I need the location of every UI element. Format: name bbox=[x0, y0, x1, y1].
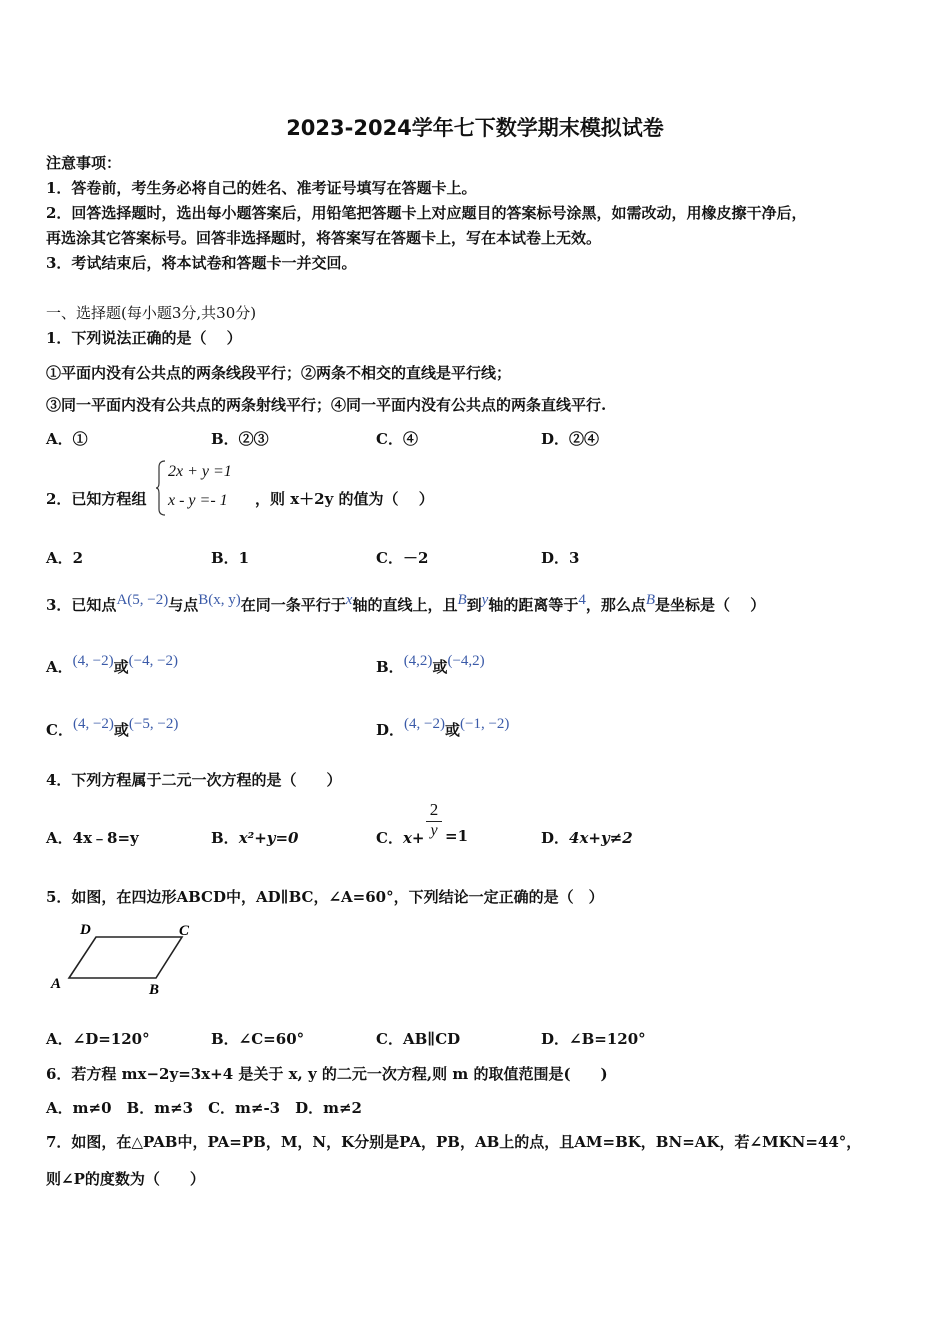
q3-a-label: A． bbox=[46, 658, 73, 676]
q2-suffix: ，则 x＋2y 的值为（ ） bbox=[255, 490, 434, 508]
q1-option-b: B．②③ bbox=[211, 430, 269, 448]
vertex-a-label: A bbox=[51, 976, 62, 992]
q4-a-label: A． bbox=[46, 829, 73, 847]
q2-equation-system bbox=[155, 459, 250, 519]
q4-c-denominator: y bbox=[430, 822, 438, 839]
q3-d-coord-1: (4, −2) bbox=[404, 716, 445, 732]
y-symbol: y bbox=[481, 592, 489, 608]
q1-option-c: C．④ bbox=[376, 430, 418, 448]
q2-option-d: D．3 bbox=[541, 549, 580, 567]
quadrilateral-figure bbox=[44, 915, 204, 1000]
b-symbol: B bbox=[457, 592, 467, 608]
q3-c-coord-1: (4, −2) bbox=[72, 716, 114, 732]
q4-b-label: B． bbox=[211, 829, 239, 847]
vertex-c-label: C bbox=[179, 923, 190, 939]
x-symbol: x bbox=[345, 592, 353, 608]
q3-b-or: 或 bbox=[432, 658, 448, 676]
q6-options: A．m≠0 B．m≠3 C．m≠-3 D．m≠2 bbox=[46, 1099, 362, 1117]
q4-c-post: =1 bbox=[445, 827, 469, 845]
b-symbol-2: B bbox=[645, 592, 656, 608]
q3-a-coord-2: (−4, −2) bbox=[128, 653, 179, 669]
q3-text-4: 轴的直线上，且 bbox=[352, 596, 458, 614]
q3-a-or: 或 bbox=[113, 658, 129, 676]
q3-b-coord-2: (−4,2) bbox=[447, 653, 485, 669]
q3-c-or: 或 bbox=[113, 721, 129, 739]
q1-statement-1: ①平面内没有公共点的两条线段平行；②两条不相交的直线是平行线； bbox=[46, 364, 512, 382]
note-2b: 再选涂其它答案标号。回答非选择题时，将答案写在答题卡上，写在本试卷上无效。 bbox=[46, 229, 602, 247]
q2-option-b: B．1 bbox=[211, 549, 250, 567]
vertex-d-label: D bbox=[80, 922, 91, 938]
q4-b-expr: x²+y=0 bbox=[238, 829, 299, 847]
q4-c-pre: x+ bbox=[402, 829, 425, 847]
q1-stem: 1．下列说法正确的是（ ） bbox=[46, 329, 242, 347]
q5-option-d: D．∠B=120° bbox=[541, 1030, 646, 1048]
q3-stem bbox=[46, 594, 765, 615]
q1-option-d: D．②④ bbox=[541, 430, 600, 448]
page-title: 2023-2024学年七下数学期末模拟试卷 bbox=[286, 116, 664, 140]
q4-option-b bbox=[211, 827, 299, 848]
q4-option-d bbox=[541, 827, 633, 848]
q3-c-label: C． bbox=[46, 721, 73, 739]
q4-c-label: C． bbox=[376, 829, 403, 847]
q4-c-numerator: 2 bbox=[429, 800, 439, 819]
four-symbol: 4 bbox=[578, 592, 586, 608]
point-b-coords: B(x, y) bbox=[198, 592, 241, 608]
point-a-coords: A(5, −2) bbox=[116, 592, 169, 608]
q5-option-b: B．∠C=60° bbox=[211, 1030, 305, 1048]
q3-option-b bbox=[376, 653, 485, 677]
q5-option-a: A．∠D=120° bbox=[46, 1030, 150, 1048]
q4-a-expr: 4x﹣8=y bbox=[72, 829, 139, 847]
q1-statement-2: ③同一平面内没有公共点的两条射线平行；④同一平面内没有公共点的两条直线平行. bbox=[46, 396, 607, 414]
q3-option-c bbox=[46, 716, 179, 740]
q3-text-8: 是坐标是（ ） bbox=[655, 596, 766, 614]
q4-d-expr: 4x+y≠2 bbox=[569, 829, 633, 847]
q3-text-3: 在同一条平行于 bbox=[240, 596, 346, 614]
q3-option-a bbox=[46, 653, 179, 677]
q2-equation-1: 2x + y =1 bbox=[168, 463, 232, 480]
note-3: 3．考试结束后，将本试卷和答题卡一并交回。 bbox=[46, 254, 357, 272]
q5-stem: 5．如图，在四边形ABCD中，AD∥BC，∠A=60°，下列结论一定正确的是（ ） bbox=[46, 888, 604, 906]
q3-d-coord-2: (−1, −2) bbox=[459, 716, 510, 732]
q3-b-label: B． bbox=[376, 658, 404, 676]
vertex-b-label: B bbox=[149, 982, 160, 998]
q2-prefix: 2．已知方程组 bbox=[46, 490, 147, 508]
q3-a-coord-1: (4, −2) bbox=[72, 653, 114, 669]
q2-option-a: A．2 bbox=[46, 549, 84, 567]
q6-stem: 6．若方程 mx−2y=3x+4 是关于 x, y 的二元一次方程,则 m 的取值范围是( ) bbox=[46, 1065, 608, 1083]
q2-option-c: C．－2 bbox=[376, 549, 429, 567]
q4-option-c bbox=[376, 827, 424, 848]
q4-stem: 4．下列方程属于二元一次方程的是（ ） bbox=[46, 771, 342, 789]
note-1: 1．答卷前，考生务必将自己的姓名、准考证号填写在答题卡上。 bbox=[46, 179, 477, 197]
quadrilateral-abcd bbox=[69, 937, 182, 978]
left-brace-icon bbox=[155, 459, 167, 517]
q5-option-c: C．AB∥CD bbox=[376, 1030, 461, 1048]
notes-heading: 注意事项： bbox=[46, 154, 122, 172]
q3-option-d bbox=[376, 716, 510, 740]
q4-c-fraction bbox=[426, 800, 442, 840]
q3-text-7: ，那么点 bbox=[585, 596, 646, 614]
q7-line-2: 则∠P的度数为（ ） bbox=[46, 1170, 205, 1188]
q3-text-2: 与点 bbox=[168, 596, 199, 614]
note-2a: 2．回答选择题时，选出每小题答案后，用铅笔把答题卡上对应题目的答案标号涂黑，如需改动，用橡皮擦干净后， bbox=[46, 204, 807, 222]
q3-text-6: 轴的距离等于 bbox=[488, 596, 579, 614]
q1-option-a: A．① bbox=[46, 430, 88, 448]
q3-text-1: 3．已知点 bbox=[46, 596, 117, 614]
q4-option-a bbox=[46, 827, 139, 848]
q3-text-5: 到 bbox=[466, 596, 482, 614]
q3-c-coord-2: (−5, −2) bbox=[128, 716, 179, 732]
q3-b-coord-1: (4,2) bbox=[403, 653, 433, 669]
q4-d-label: D． bbox=[541, 829, 570, 847]
q3-d-label: D． bbox=[376, 721, 405, 739]
q3-d-or: 或 bbox=[444, 721, 460, 739]
q2-equation-2: x - y =- 1 bbox=[168, 492, 228, 509]
q7-line-1: 7．如图，在△PAB中，PA=PB，M，N，K分别是PA，PB，AB上的点，且AM=BK，BN=AK，若∠MKN=44°， bbox=[46, 1133, 862, 1151]
section-heading: 一、选择题(每小题3分,共30分) bbox=[46, 304, 257, 322]
